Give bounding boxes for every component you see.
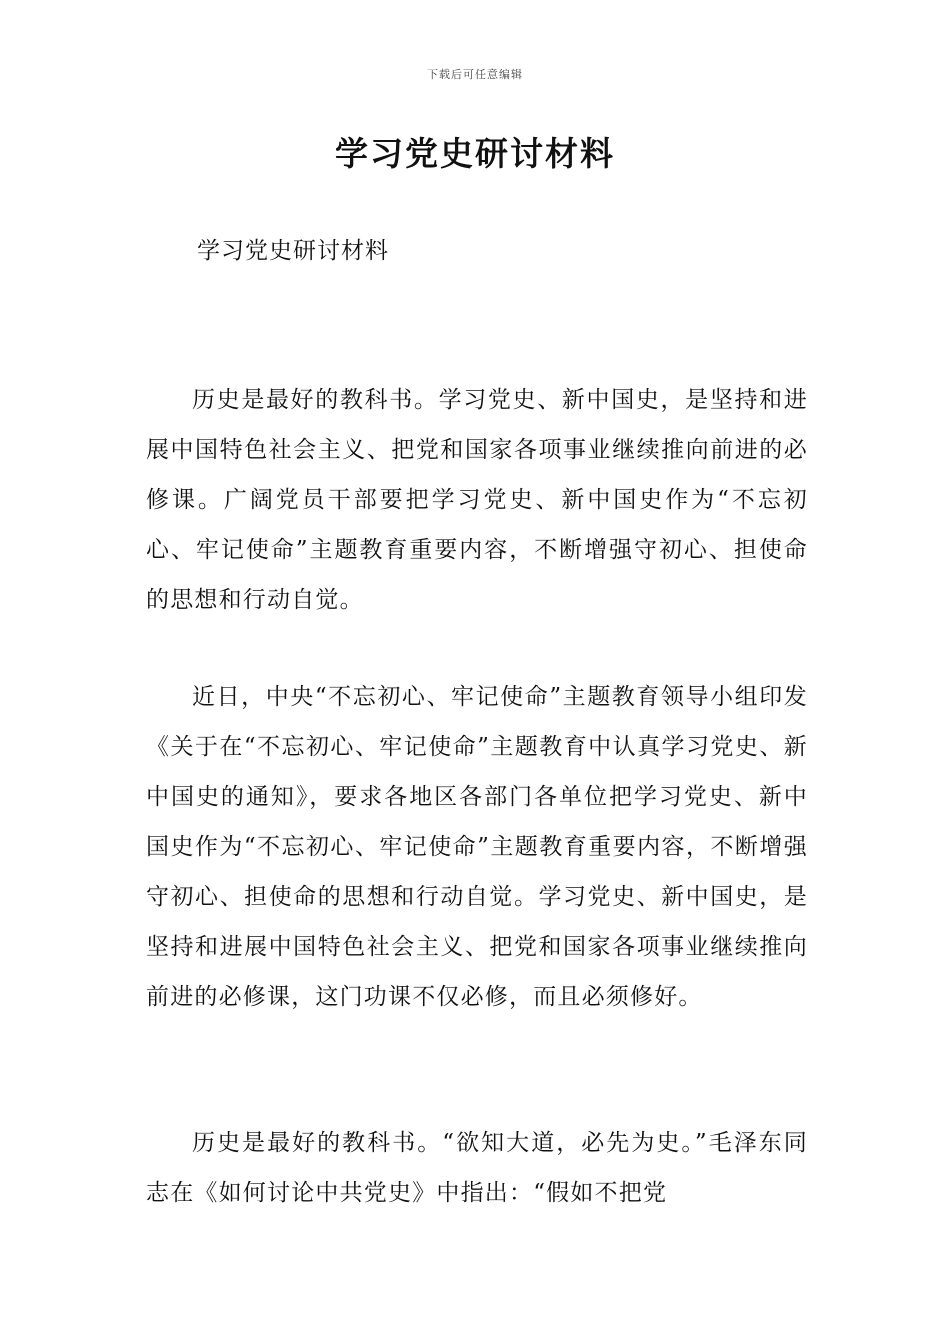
paragraph-1: 历史是最好的教科书。学习党史、新中国史，是坚持和进展中国特色社会主义、把党和国家各项事业继续推向前进的必修课。广阔党员干部要把学习党史、新中国史作为“不忘初心、牢记使命”主题教育重要内容，不断增强守初心、担使命的思想和行动自觉。 [146, 387, 808, 613]
document-subtitle: 学习党史研讨材料 [197, 238, 389, 264]
header-note: 下载后可任意编辑 [427, 68, 523, 81]
paragraph-2: 近日，中央“不忘初心、牢记使命”主题教育领导小组印发《关于在“不忘初心、牢记使命”主题教育中认真学习党史、新中国史的通知》，要求各地区各部门各单位把学习党史、新中国史作为“不忘初心、牢记使命”主题教育重要内容，不断增强守初心、担使命的思想和行动自觉。学习党史、新中国史，是坚持和进展中国特色社会主义、把党和国家各项事业继续推向前进的必修课，这门功课不仅必修，而且必须修好。 [146, 684, 808, 1010]
document-title: 学习党史研讨材料 [335, 134, 615, 173]
paragraph-3: 历史是最好的教科书。“欲知大道，必先为史。”毛泽东同志在《如何讨论中共党史》中指出：“假如不把党 [146, 1130, 808, 1206]
